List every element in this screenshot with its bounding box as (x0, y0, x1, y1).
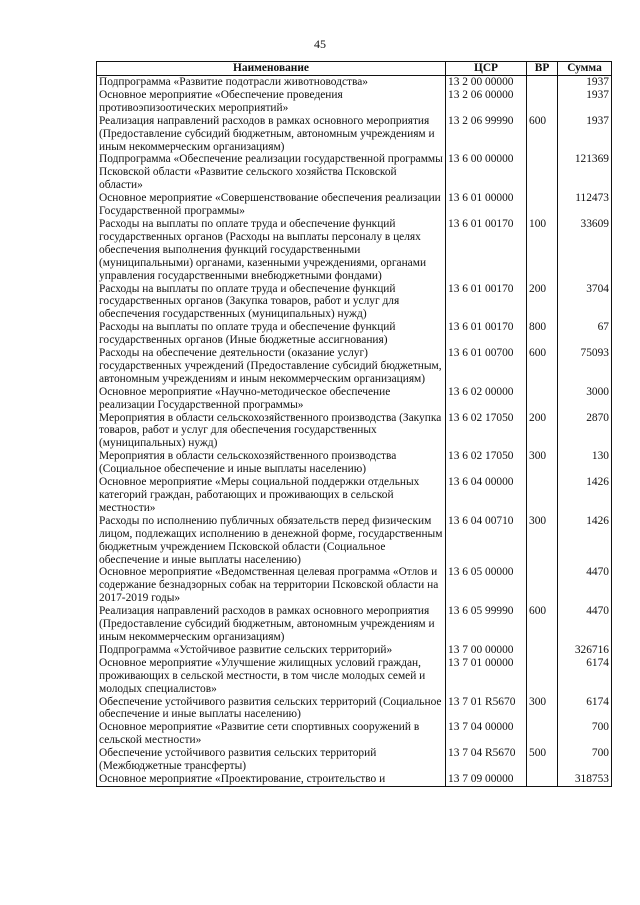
cell-vr: 300 (527, 696, 558, 722)
cell-sum: 4470 (558, 605, 612, 644)
cell-vr (527, 89, 558, 115)
table-row (97, 696, 612, 722)
table-row (97, 773, 612, 786)
table-row (97, 153, 612, 192)
cell-sum: 700 (558, 721, 612, 747)
cell-csr: 13 6 05 00000 (446, 566, 527, 605)
cell-name: Подпрограмма «Развитие подотрасли животноводства» (97, 76, 446, 89)
cell-name: Реализация направлений расходов в рамках основного мероприятия (Предоставление субсидий бюджетным, автономным учреждениям и иным некоммерческим организациям) (97, 605, 446, 644)
cell-vr: 600 (527, 115, 558, 154)
cell-csr: 13 2 06 00000 (446, 89, 527, 115)
cell-name: Расходы на выплаты по оплате труда и обеспечение функций государственных органов (Закупка товаров, работ и услуг для обеспечения государственных (муниципальных) нужд) (97, 283, 446, 322)
cell-csr: 13 6 01 00170 (446, 218, 527, 283)
cell-vr (527, 773, 558, 786)
table-row (97, 347, 612, 386)
table-row (97, 386, 612, 412)
cell-vr (527, 644, 558, 657)
cell-csr: 13 7 09 00000 (446, 773, 527, 786)
cell-name: Расходы на выплаты по оплате труда и обеспечение функций государственных органов (Расходы на выплаты персоналу в целях обеспечения выполнения функций государственными (муниципальными) органами, казенными учреждениями, органами управления государственными внебюджетными фондами) (97, 218, 446, 283)
cell-sum: 6174 (558, 696, 612, 722)
cell-name: Основное мероприятие «Ведомственная целевая программа «Отлов и содержание безнадзорных собак на территории Псковской области на 2017-2019 годы» (97, 566, 446, 605)
cell-vr: 100 (527, 218, 558, 283)
cell-vr (527, 386, 558, 412)
cell-name: Основное мероприятие «Развитие сети спортивных сооружений в сельской местности» (97, 721, 446, 747)
cell-csr: 13 6 02 17050 (446, 412, 527, 451)
cell-name: Расходы по исполнению публичных обязательств перед физическим лицом, подлежащих исполнению в денежной форме, государственным бюджетным учреждением Псковской области (Социальное обеспечение и иные выплаты населению) (97, 515, 446, 567)
cell-csr: 13 6 02 00000 (446, 386, 527, 412)
cell-name: Подпрограмма «Обеспечение реализации государственной программы Псковской области «Развитие сельского хозяйства Псковской области» (97, 153, 446, 192)
cell-sum: 6174 (558, 657, 612, 696)
budget-table (96, 61, 612, 787)
cell-vr: 300 (527, 515, 558, 567)
cell-sum: 2870 (558, 412, 612, 451)
cell-vr (527, 476, 558, 515)
cell-csr: 13 6 00 00000 (446, 153, 527, 192)
cell-csr: 13 7 01 00000 (446, 657, 527, 696)
cell-vr: 200 (527, 283, 558, 322)
cell-vr: 300 (527, 450, 558, 476)
cell-sum: 1937 (558, 76, 612, 89)
table-row (97, 644, 612, 657)
cell-vr: 200 (527, 412, 558, 451)
cell-name: Основное мероприятие «Совершенствование обеспечения реализации Государственной программы» (97, 192, 446, 218)
cell-sum: 326716 (558, 644, 612, 657)
cell-name: Основное мероприятие «Обеспечение проведения противоэпизоотических мероприятий» (97, 89, 446, 115)
cell-sum: 67 (558, 321, 612, 347)
table-row (97, 89, 612, 115)
table-row (97, 412, 612, 451)
cell-name: Обеспечение устойчивого развития сельских территорий (Межбюджетные трансферты) (97, 747, 446, 773)
cell-csr: 13 7 01 R5670 (446, 696, 527, 722)
table-row (97, 657, 612, 696)
cell-name: Мероприятия в области сельскохозяйственного производства (Закупка товаров, работ и услуг для обеспечения государственных (муниципальных) нужд) (97, 412, 446, 451)
cell-sum: 318753 (558, 773, 612, 786)
cell-vr: 600 (527, 347, 558, 386)
cell-vr (527, 76, 558, 89)
cell-sum: 1937 (558, 115, 612, 154)
cell-name: Основное мероприятие «Меры социальной поддержки отдельных категорий граждан, работающих и проживающих в сельской местности» (97, 476, 446, 515)
cell-name: Реализация направлений расходов в рамках основного мероприятия (Предоставление субсидий бюджетным, автономным учреждениям и иным некоммерческим организациям) (97, 115, 446, 154)
table-row (97, 450, 612, 476)
cell-csr: 13 2 00 00000 (446, 76, 527, 89)
cell-csr: 13 6 05 99990 (446, 605, 527, 644)
table-row (97, 218, 612, 283)
cell-vr: 600 (527, 605, 558, 644)
cell-vr (527, 153, 558, 192)
cell-name: Расходы на выплаты по оплате труда и обеспечение функций государственных органов (Иные бюджетные ассигнования) (97, 321, 446, 347)
cell-vr (527, 566, 558, 605)
cell-csr: 13 6 01 00000 (446, 192, 527, 218)
cell-name: Основное мероприятие «Улучшение жилищных условий граждан, проживающих в сельской местности, в том числе молодых семей и молодых специалистов» (97, 657, 446, 696)
table-row (97, 515, 612, 567)
cell-sum: 3000 (558, 386, 612, 412)
cell-vr (527, 192, 558, 218)
cell-vr (527, 721, 558, 747)
cell-csr: 13 6 01 00700 (446, 347, 527, 386)
cell-vr: 800 (527, 321, 558, 347)
cell-csr: 13 6 04 00710 (446, 515, 527, 567)
cell-csr: 13 2 06 99990 (446, 115, 527, 154)
table-row (97, 721, 612, 747)
cell-name: Обеспечение устойчивого развития сельских территорий (Социальное обеспечение и иные выплаты населению) (97, 696, 446, 722)
table-header-row (97, 62, 612, 76)
cell-sum: 130 (558, 450, 612, 476)
cell-csr: 13 6 02 17050 (446, 450, 527, 476)
table-row (97, 76, 612, 89)
cell-name: Основное мероприятие «Проектирование, строительство и (97, 773, 446, 786)
header-csr: ЦСР (446, 62, 527, 76)
cell-sum: 112473 (558, 192, 612, 218)
cell-sum: 4470 (558, 566, 612, 605)
table-row (97, 192, 612, 218)
page-number: 45 (314, 37, 326, 51)
table-row (97, 321, 612, 347)
header-name: Наименование (97, 62, 446, 76)
cell-sum: 33609 (558, 218, 612, 283)
table-body (97, 76, 612, 787)
cell-vr: 500 (527, 747, 558, 773)
cell-csr: 13 6 01 00170 (446, 321, 527, 347)
table-row (97, 115, 612, 154)
cell-vr (527, 657, 558, 696)
header-vr: ВР (527, 62, 558, 76)
cell-csr: 13 7 00 00000 (446, 644, 527, 657)
cell-name: Расходы на обеспечение деятельности (оказание услуг) государственных учреждений (Предоставление субсидий бюджетным, автономным учреждениям и иным некоммерческим организациям) (97, 347, 446, 386)
table-row (97, 283, 612, 322)
table-row (97, 605, 612, 644)
table-row (97, 476, 612, 515)
table-row (97, 747, 612, 773)
cell-csr: 13 6 04 00000 (446, 476, 527, 515)
cell-name: Мероприятия в области сельскохозяйственного производства (Социальное обеспечение и иные выплаты населению) (97, 450, 446, 476)
cell-name: Основное мероприятие «Научно-методическое обеспечение реализации Государственной программы» (97, 386, 446, 412)
cell-csr: 13 7 04 00000 (446, 721, 527, 747)
cell-sum: 121369 (558, 153, 612, 192)
header-sum: Сумма (558, 62, 612, 76)
cell-sum: 3704 (558, 283, 612, 322)
cell-sum: 1426 (558, 515, 612, 567)
cell-sum: 700 (558, 747, 612, 773)
table-row (97, 566, 612, 605)
cell-csr: 13 7 04 R5670 (446, 747, 527, 773)
cell-sum: 1426 (558, 476, 612, 515)
cell-sum: 1937 (558, 89, 612, 115)
cell-csr: 13 6 01 00170 (446, 283, 527, 322)
cell-name: Подпрограмма «Устойчивое развитие сельских территорий» (97, 644, 446, 657)
cell-sum: 75093 (558, 347, 612, 386)
